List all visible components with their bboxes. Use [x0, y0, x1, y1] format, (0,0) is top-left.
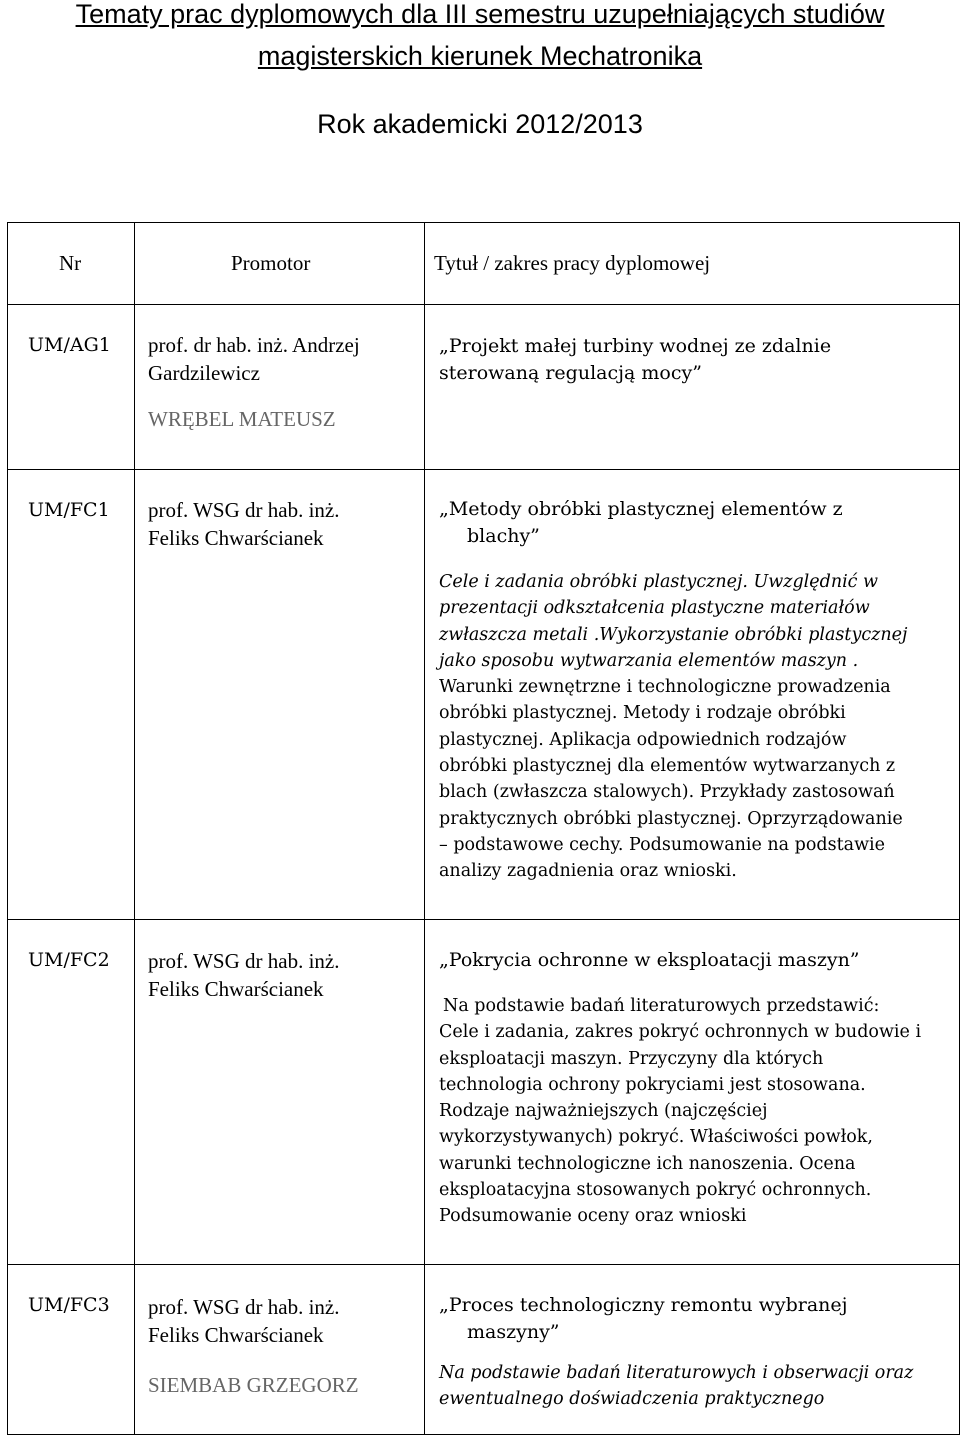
promotor-name: prof. WSG dr hab. inż. Feliks Chwarścianek — [148, 949, 340, 1001]
table-header-row — [8, 223, 960, 305]
thesis-description: Na podstawie badań literaturowych i obserwacji oraz ewentualnego doświadczenia praktycznego — [439, 1363, 914, 1410]
table-row — [8, 920, 960, 1265]
promotor-name: prof. dr hab. inż. Andrzej Gardzilewicz WRĘBEL MATEUSZ — [135, 331, 424, 433]
row-nr: UM/AG1 — [28, 334, 111, 356]
document-title-line2: magisterskich kierunek Mechatronika — [257, 41, 703, 71]
student-name: WRĘBEL MATEUSZ — [148, 407, 336, 431]
thesis-title: „Pokrycia ochronne w eksploatacji maszyn” — [439, 949, 860, 971]
table-row — [8, 305, 960, 470]
header-topic: Tytuł / zakres pracy dyplomowej — [434, 251, 711, 275]
promotor-name: prof. WSG dr hab. inż. Feliks Chwarścianek SIEMBAB GRZEGORZ — [135, 1293, 424, 1399]
header-nr: Nr — [59, 251, 82, 275]
row-nr: UM/FC1 — [28, 499, 110, 521]
thesis-description: Cele i zadania obróbki plastycznej. Uwzględnić w prezentacji odkształcenia plastyczne materiałów zwłaszcza metali .Wykorzystanie obróbki plastycznej jako sposobu wytwarzania elementów maszyn . Warunki zewnętrzne i technologiczne prowadzenia obróbki plastycznej. Metody i rodzaje obróbki plastycznej. Aplikacja odpowiednich rodzajów obróbki plastycznej dla elementów wytwarzanych z blach (zwłaszcza stalowych). Przykłady zastosowań praktycznych obróbki plastycznej. Oprzyrządowanie – podstawowe cechy. Podsumowanie na podstawie analizy zagadnienia oraz wnioski. — [439, 572, 908, 882]
thesis-description: Na podstawie badań literaturowych przedstawić: Cele i zadania, zakres pokryć ochronnych w budowie i eksploatacji maszyn. Przyczyny dla których technologia ochrony pokryciami jest stosowana. Rodzaje najważniejszych (najczęściej wykorzystywanych) pokryć. Właściwości powłok, warunki technologiczne ich nanoszenia. Ocena eksploatacyjna stosowanych pokryć ochronnych. Podsumowanie oceny oraz wnioski — [439, 996, 922, 1227]
document-title: Tematy prac dyplomowych dla III semestru uzupełniających studiów — [75, 0, 885, 29]
table-row — [8, 1265, 960, 1435]
row-nr: UM/FC2 — [28, 949, 110, 971]
promotor-name: prof. WSG dr hab. inż. Feliks Chwarścianek — [148, 498, 340, 550]
table-row — [8, 470, 960, 920]
row-nr: UM/FC3 — [28, 1294, 110, 1316]
thesis-title: „Projekt małej turbiny wodnej ze zdalnie sterowaną regulacją mocy” — [439, 335, 832, 384]
header-promotor: Promotor — [231, 251, 311, 275]
thesis-title: „Proces technologiczny remontu wybranej maszyny” — [439, 1294, 848, 1343]
topics-table — [7, 222, 960, 1435]
academic-year: Rok akademicki 2012/2013 — [317, 109, 643, 139]
student-name: SIEMBAB GRZEGORZ — [148, 1373, 359, 1397]
thesis-title: „Metody obróbki plastycznej elementów z blachy” — [439, 498, 843, 547]
